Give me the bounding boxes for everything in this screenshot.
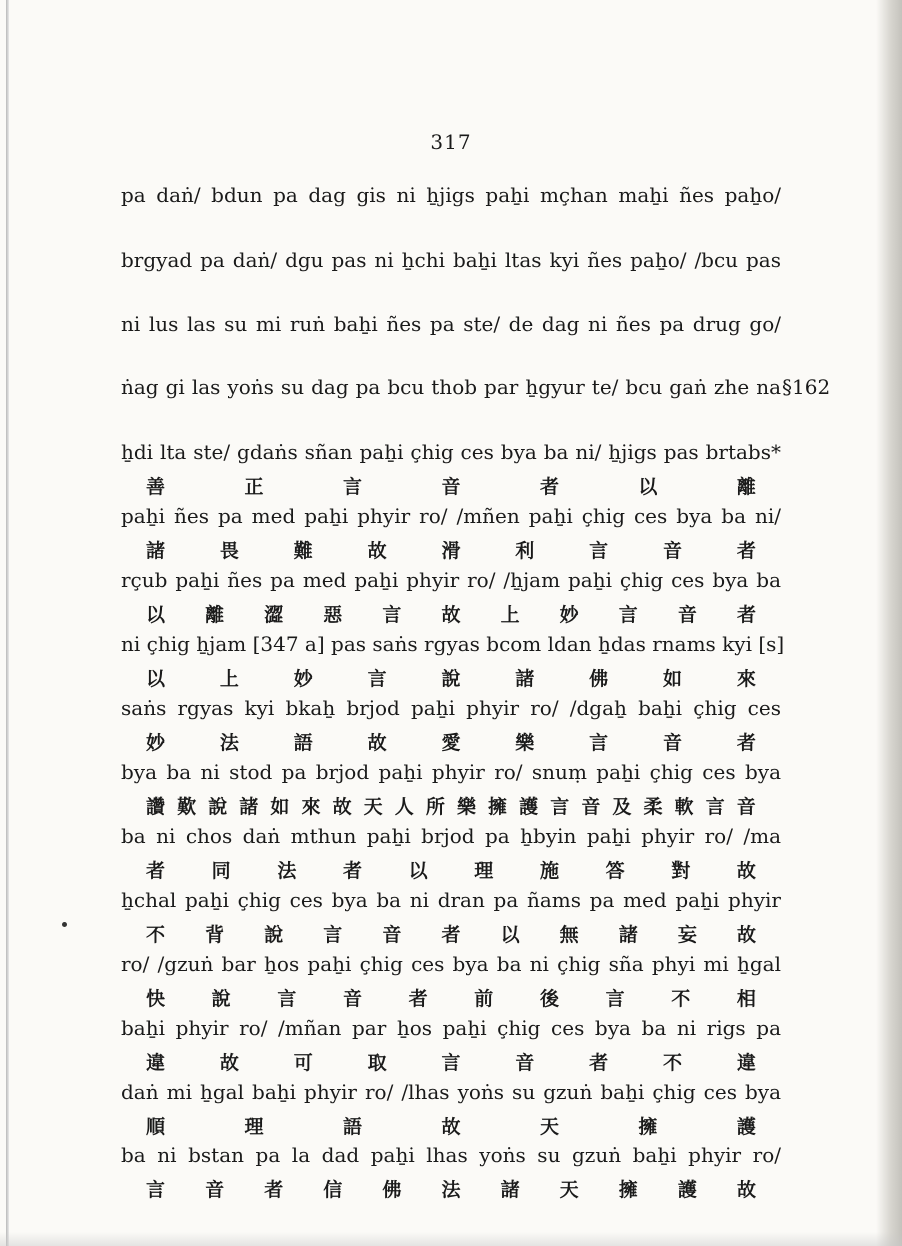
cjk-char: 諸: [239, 796, 259, 818]
text-line: brgyad pa daṅ/ dgu pas ni ẖchi baẖi ltas kyi ñes paẖo/ /bcu pas: [121, 248, 781, 272]
cjk-char: 佛: [382, 1179, 402, 1201]
cjk-char: 言: [342, 476, 362, 498]
cjk-char: 說: [211, 988, 231, 1010]
cjk-char: 音: [736, 796, 756, 818]
cjk-char: 說: [208, 796, 228, 818]
cjk-char: 者: [736, 604, 756, 626]
cjk-char: 音: [663, 732, 683, 754]
cjk-char: 者: [146, 860, 166, 882]
cjk-char: 音: [441, 476, 461, 498]
cjk-line: [146, 472, 756, 499]
cjk-char: 滑: [441, 540, 461, 562]
cjk-char: 說: [264, 924, 284, 946]
cjk-char: 護: [736, 1116, 756, 1138]
cjk-char: 言: [589, 732, 609, 754]
cjk-line: [146, 792, 756, 819]
cjk-char: 畏: [219, 540, 239, 562]
page-right-edge: [876, 0, 902, 1246]
cjk-char: 語: [342, 1116, 362, 1138]
text-line: ni çhig ẖjam [347 a] pas saṅs rgyas bcom ldan ẖdas rnams kyi [s]: [121, 632, 785, 656]
cjk-char: 法: [441, 1179, 461, 1201]
cjk-line: [146, 1048, 756, 1075]
cjk-char: 妙: [559, 604, 579, 626]
cjk-char: 諸: [146, 540, 166, 562]
page-left-edge: [6, 0, 9, 1246]
cjk-char: 言: [146, 1179, 166, 1201]
cjk-char: 讚: [146, 796, 166, 818]
cjk-line: [146, 856, 756, 883]
cjk-char: 故: [219, 1052, 239, 1074]
cjk-char: 者: [736, 540, 756, 562]
cjk-char: 故: [367, 540, 387, 562]
cjk-char: 離: [736, 476, 756, 498]
cjk-char: 前: [474, 988, 494, 1010]
cjk-char: 取: [367, 1052, 387, 1074]
cjk-char: 正: [244, 476, 264, 498]
cjk-char: 利: [515, 540, 535, 562]
cjk-char: 理: [474, 860, 494, 882]
cjk-char: 者: [408, 988, 428, 1010]
cjk-char: 不: [671, 988, 691, 1010]
cjk-char: 諸: [618, 924, 638, 946]
cjk-char: 歎: [177, 796, 197, 818]
cjk-char: 故: [736, 924, 756, 946]
cjk-line: [146, 664, 756, 691]
cjk-char: 護: [519, 796, 539, 818]
cjk-char: 相: [736, 988, 756, 1010]
cjk-char: 言: [382, 604, 402, 626]
cjk-char: 理: [244, 1116, 264, 1138]
cjk-char: 對: [671, 860, 691, 882]
cjk-char: 惡: [323, 604, 343, 626]
cjk-char: 天: [559, 1179, 579, 1201]
cjk-char: 同: [211, 860, 231, 882]
cjk-char: 所: [425, 796, 445, 818]
margin-dot: [62, 922, 67, 927]
scan-bottom-shadow: [0, 1232, 902, 1246]
cjk-char: 如: [663, 668, 683, 690]
cjk-char: 來: [301, 796, 321, 818]
cjk-char: 言: [589, 540, 609, 562]
text-line: ro/ /gzuṅ bar ẖos paẖi çhig ces bya ba ni çhig sña phyi mi ẖgal: [121, 952, 781, 976]
cjk-char: 以: [638, 476, 658, 498]
cjk-char: 者: [539, 476, 559, 498]
cjk-char: 可: [293, 1052, 313, 1074]
cjk-char: 言: [618, 604, 638, 626]
cjk-char: 軟: [674, 796, 694, 818]
text-line: ẖdi lta ste/ gdaṅs sñan paẖi çhig ces bya ba ni/ ẖjigs pas brtabs*: [121, 440, 781, 464]
cjk-char: 故: [736, 860, 756, 882]
page-number: 317: [430, 130, 472, 154]
text-line: ni lus las su mi ruṅ baẖi ñes pa ste/ de dag ni ñes pa drug go/: [121, 312, 781, 336]
cjk-char: 護: [677, 1179, 697, 1201]
cjk-char: 言: [367, 668, 387, 690]
cjk-char: 妙: [146, 732, 166, 754]
section-marker: §162: [782, 375, 831, 399]
cjk-line: [146, 1112, 756, 1139]
cjk-char: 故: [736, 1179, 756, 1201]
cjk-char: 言: [441, 1052, 461, 1074]
cjk-char: 音: [663, 540, 683, 562]
cjk-char: 音: [342, 988, 362, 1010]
cjk-char: 擁: [638, 1116, 658, 1138]
cjk-char: 者: [342, 860, 362, 882]
cjk-char: 順: [146, 1116, 166, 1138]
cjk-char: 不: [663, 1052, 683, 1074]
cjk-char: 故: [367, 732, 387, 754]
cjk-char: 故: [332, 796, 352, 818]
text-line: rçub paẖi ñes pa med paẖi phyir ro/ /ẖjam paẖi çhig ces bya ba: [121, 568, 781, 592]
cjk-char: 上: [219, 668, 239, 690]
cjk-char: 妙: [293, 668, 313, 690]
cjk-char: 音: [677, 604, 697, 626]
cjk-char: 違: [736, 1052, 756, 1074]
cjk-char: 法: [277, 860, 297, 882]
cjk-char: 擁: [618, 1179, 638, 1201]
cjk-char: 不: [146, 924, 166, 946]
cjk-char: 語: [293, 732, 313, 754]
cjk-char: 愛: [441, 732, 461, 754]
text-line: ba ni bstan pa la dad paẖi lhas yoṅs su gzuṅ baẖi phyir ro/: [121, 1143, 781, 1167]
text-line: ba ni chos daṅ mthun paẖi brjod pa ẖbyin paẖi phyir ro/ /ma: [121, 824, 781, 848]
cjk-char: 言: [705, 796, 725, 818]
cjk-char: 難: [293, 540, 313, 562]
cjk-char: 以: [146, 604, 166, 626]
cjk-char: 人: [394, 796, 414, 818]
cjk-char: 者: [736, 732, 756, 754]
cjk-char: 佛: [589, 668, 609, 690]
cjk-char: 樂: [456, 796, 476, 818]
cjk-char: 施: [539, 860, 559, 882]
cjk-char: 柔: [643, 796, 663, 818]
cjk-line: [146, 600, 756, 627]
cjk-char: 諸: [515, 668, 535, 690]
cjk-char: 言: [605, 988, 625, 1010]
cjk-char: 故: [441, 1116, 461, 1138]
cjk-char: 以: [408, 860, 428, 882]
cjk-char: 音: [205, 1179, 225, 1201]
cjk-line: [146, 984, 756, 1011]
text-line: daṅ mi ẖgal baẖi phyir ro/ /lhas yoṅs su gzuṅ baẖi çhig ces bya: [121, 1080, 781, 1104]
cjk-char: 及: [612, 796, 632, 818]
cjk-char: 來: [736, 668, 756, 690]
text-line: saṅs rgyas kyi bkaẖ brjod paẖi phyir ro/ /dgaẖ baẖi çhig ces: [121, 696, 781, 720]
cjk-char: 天: [539, 1116, 559, 1138]
cjk-char: 樂: [515, 732, 535, 754]
cjk-char: 音: [581, 796, 601, 818]
cjk-char: 答: [605, 860, 625, 882]
cjk-char: 音: [382, 924, 402, 946]
text-line: ṅag gi las yoṅs su dag pa bcu thob par ẖgyur te/ bcu gaṅ zhe na: [121, 375, 781, 399]
text-line: ẖchal paẖi çhig ces bya ba ni dran pa ñams pa med paẖi phyir: [121, 888, 781, 912]
cjk-char: 說: [441, 668, 461, 690]
cjk-line: [146, 920, 756, 947]
cjk-char: 背: [205, 924, 225, 946]
cjk-line: [146, 728, 756, 755]
cjk-char: 者: [589, 1052, 609, 1074]
cjk-char: 快: [146, 988, 166, 1010]
cjk-char: 善: [146, 476, 166, 498]
cjk-char: 澀: [264, 604, 284, 626]
text-line: baẖi phyir ro/ /mñan par ẖos paẖi çhig ces bya ba ni rigs pa: [121, 1016, 781, 1040]
cjk-char: 故: [441, 604, 461, 626]
cjk-char: 違: [146, 1052, 166, 1074]
cjk-char: 言: [277, 988, 297, 1010]
cjk-char: 諸: [500, 1179, 520, 1201]
cjk-char: 離: [205, 604, 225, 626]
cjk-char: 妄: [677, 924, 697, 946]
cjk-char: 上: [500, 604, 520, 626]
cjk-char: 音: [515, 1052, 535, 1074]
cjk-line: [146, 536, 756, 563]
cjk-char: 者: [264, 1179, 284, 1201]
cjk-char: 以: [146, 668, 166, 690]
cjk-char: 擁: [488, 796, 508, 818]
cjk-char: 如: [270, 796, 290, 818]
text-line: pa daṅ/ bdun pa dag gis ni ẖjigs paẖi mçhan maẖi ñes paẖo/: [121, 183, 781, 207]
cjk-char: 言: [323, 924, 343, 946]
cjk-char: 法: [219, 732, 239, 754]
cjk-line: [146, 1175, 756, 1202]
cjk-char: 後: [539, 988, 559, 1010]
cjk-char: 言: [550, 796, 570, 818]
cjk-char: 者: [441, 924, 461, 946]
text-line: bya ba ni stod pa brjod paẖi phyir ro/ snuṃ paẖi çhig ces bya: [121, 760, 781, 784]
cjk-char: 天: [363, 796, 383, 818]
cjk-char: 信: [323, 1179, 343, 1201]
text-line: paẖi ñes pa med paẖi phyir ro/ /mñen paẖi çhig ces bya ba ni/: [121, 504, 781, 528]
cjk-char: 無: [559, 924, 579, 946]
cjk-char: 以: [500, 924, 520, 946]
